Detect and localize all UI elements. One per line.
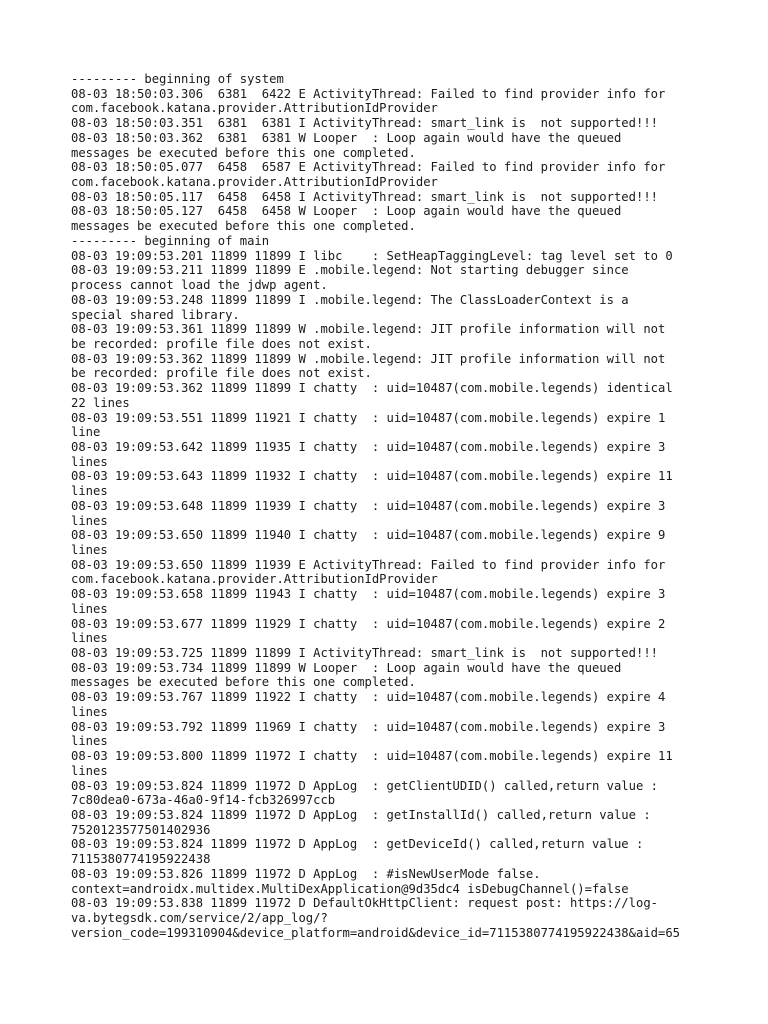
- log-line: messages be executed before this one completed.: [71, 145, 416, 160]
- log-line: com.facebook.katana.provider.AttributionIdProvider: [71, 101, 438, 116]
- log-line: 08-03 19:09:53.824 11899 11972 D AppLog : getDeviceId() called,return value :: [71, 837, 644, 852]
- log-line: 08-03 19:09:53.648 11899 11939 I chatty : uid=10487(com.mobile.legends) expire 3: [71, 498, 666, 513]
- log-line: --------- beginning of system: [71, 72, 284, 86]
- log-line: 08-03 19:09:53.248 11899 11899 I .mobile.legend: The ClassLoaderContext is a: [71, 292, 629, 307]
- log-line: 08-03 19:09:53.361 11899 11899 W .mobile.legend: JIT profile information will not: [71, 322, 666, 337]
- log-line: messages be executed before this one completed.: [71, 675, 416, 690]
- log-line: process cannot load the jdwp agent.: [71, 278, 328, 293]
- log-line: 08-03 19:09:53.642 11899 11935 I chatty : uid=10487(com.mobile.legends) expire 3: [71, 439, 666, 454]
- log-line: 08-03 18:50:05.127 6458 6458 W Looper : Loop again would have the queued: [71, 204, 622, 219]
- log-line: lines: [71, 543, 108, 557]
- log-line: context=androidx.multidex.MultiDexApplication@9d35dc4 isDebugChannel()=false: [71, 881, 629, 896]
- log-line: 08-03 19:09:53.800 11899 11972 I chatty : uid=10487(com.mobile.legends) expire 11: [71, 749, 673, 764]
- log-line: 7520123577501402936: [71, 822, 211, 837]
- log-line: 22 lines: [71, 395, 130, 410]
- log-line: 08-03 19:09:53.824 11899 11972 D AppLog : getClientUDID() called,return value :: [71, 778, 658, 793]
- log-line: lines: [71, 601, 108, 616]
- log-line: --------- beginning of main: [71, 233, 270, 248]
- log-line: 08-03 18:50:03.362 6381 6381 W Looper : Loop again would have the queued: [71, 130, 622, 145]
- log-line: 08-03 19:09:53.201 11899 11899 I libc : SetHeapTaggingLevel: tag level set to 0: [71, 248, 673, 263]
- log-line: 08-03 19:09:53.824 11899 11972 D AppLog : getInstallId() called,return value :: [71, 807, 651, 822]
- log-line: 08-03 19:09:53.826 11899 11972 D AppLog : #isNewUserMode false.: [71, 866, 541, 881]
- log-line: lines: [71, 454, 108, 469]
- log-line: 08-03 18:50:03.306 6381 6422 E ActivityThread: Failed to find provider info for: [71, 86, 666, 101]
- log-line: 08-03 19:09:53.650 11899 11940 I chatty : uid=10487(com.mobile.legends) expire 9: [71, 528, 666, 543]
- log-line: lines: [71, 631, 108, 646]
- log-line: 08-03 19:09:53.643 11899 11932 I chatty : uid=10487(com.mobile.legends) expire 11: [71, 469, 673, 484]
- logcat-text: [71, 72, 761, 940]
- log-line: va.bytegsdk.com/service/2/app_log/?: [71, 910, 328, 925]
- log-line: messages be executed before this one completed.: [71, 219, 416, 234]
- log-line: 08-03 19:09:53.211 11899 11899 E .mobile.legend: Not starting debugger since: [71, 263, 629, 278]
- log-line: 7c80dea0-673a-46a0-9f14-fcb326997ccb: [71, 793, 336, 808]
- log-line: 08-03 19:09:53.767 11899 11922 I chatty : uid=10487(com.mobile.legends) expire 4: [71, 690, 666, 705]
- log-line: 08-03 19:09:53.677 11899 11929 I chatty : uid=10487(com.mobile.legends) expire 2: [71, 616, 666, 631]
- log-line: be recorded: profile file does not exist.: [71, 336, 372, 351]
- log-line: be recorded: profile file does not exist.: [71, 366, 372, 381]
- log-line: 08-03 19:09:53.551 11899 11921 I chatty : uid=10487(com.mobile.legends) expire 1: [71, 410, 666, 425]
- log-line: 08-03 19:09:53.838 11899 11972 D DefaultOkHttpClient: request post: https://log-: [71, 896, 658, 911]
- log-line: lines: [71, 704, 108, 719]
- log-line: special shared library.: [71, 307, 240, 322]
- log-line: 08-03 19:09:53.650 11899 11939 E ActivityThread: Failed to find provider info for: [71, 557, 666, 572]
- log-line: lines: [71, 484, 108, 499]
- log-line: lines: [71, 763, 108, 778]
- log-line: 08-03 19:09:53.362 11899 11899 W .mobile.legend: JIT profile information will not: [71, 351, 666, 366]
- log-line: 08-03 19:09:53.658 11899 11943 I chatty : uid=10487(com.mobile.legends) expire 3: [71, 587, 666, 602]
- log-line: 08-03 18:50:05.077 6458 6587 E ActivityThread: Failed to find provider info for: [71, 160, 666, 175]
- log-line: 08-03 19:09:53.734 11899 11899 W Looper : Loop again would have the queued: [71, 660, 622, 675]
- log-line: 08-03 19:09:53.362 11899 11899 I chatty : uid=10487(com.mobile.legends) identical: [71, 381, 673, 396]
- log-line: 08-03 18:50:03.351 6381 6381 I ActivityThread: smart_link is not supported!!!: [71, 116, 658, 131]
- log-line: version_code=199310904&device_platform=android&device_id=7115380774195922438&aid=65: [71, 925, 681, 940]
- log-line: 08-03 18:50:05.117 6458 6458 I ActivityThread: smart_link is not supported!!!: [71, 189, 658, 204]
- log-line: 7115380774195922438: [71, 852, 211, 867]
- log-line: lines: [71, 513, 108, 528]
- log-line: lines: [71, 734, 108, 749]
- log-line: com.facebook.katana.provider.AttributionIdProvider: [71, 572, 438, 587]
- log-line: 08-03 19:09:53.725 11899 11899 I ActivityThread: smart_link is not supported!!!: [71, 646, 658, 661]
- log-line: com.facebook.katana.provider.AttributionIdProvider: [71, 175, 438, 190]
- log-line: 08-03 19:09:53.792 11899 11969 I chatty : uid=10487(com.mobile.legends) expire 3: [71, 719, 666, 734]
- log-line: line: [71, 425, 101, 440]
